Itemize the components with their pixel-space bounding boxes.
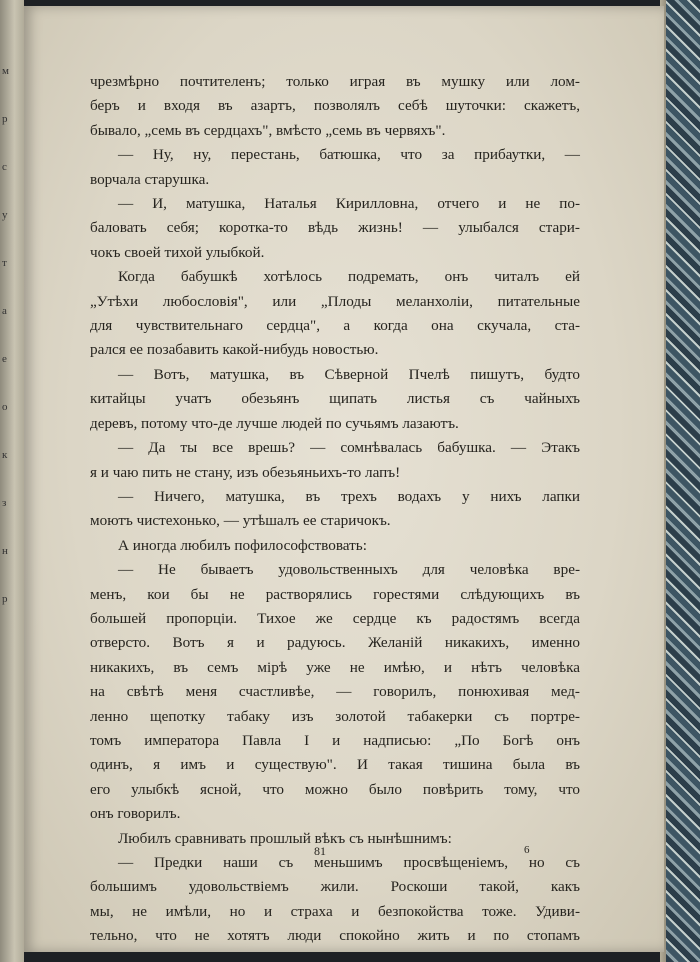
text-line: — Предки наши съ меньшимъ просвѣщеніемъ, но съ bbox=[118, 854, 580, 871]
facing-page-glyph: у bbox=[2, 209, 8, 221]
text-line: я и чаю пить не стану, изъ обезьяньихъ-то лапъ! bbox=[90, 463, 401, 481]
text-line: отверсто. Вотъ я и радуюсь. Желаній никакихъ, именно bbox=[90, 634, 580, 652]
text-line: чрезмѣрно почтителенъ; только играя въ мушку или лом- bbox=[90, 73, 580, 90]
text-line: чокъ своей тихой улыбкой. bbox=[90, 243, 265, 261]
text-line: мы, не имѣли, но и страха и безпокойства тоже. Удиви- bbox=[90, 902, 580, 920]
text-line: — Вотъ, матушка, въ Сѣверной Пчелѣ пишутъ, будто bbox=[118, 365, 580, 383]
facing-page-edge bbox=[0, 0, 24, 962]
text-line: — Ничего, матушка, въ трехъ водахъ у нихъ лапки bbox=[118, 487, 580, 505]
facing-page-glyph: р bbox=[2, 113, 8, 125]
cloth-background bbox=[666, 0, 700, 962]
text-line: — И, матушка, Наталья Кирилловна, отчего и не по- bbox=[118, 195, 580, 213]
facing-page-glyph: з bbox=[2, 497, 7, 509]
page-number: 81 bbox=[314, 844, 326, 858]
facing-page-glyph: т bbox=[2, 257, 7, 269]
text-line: А иногда любилъ пофилософствовать: bbox=[118, 536, 367, 554]
text-line: Когда бабушкѣ хотѣлось подремать, онъ читалъ ей bbox=[118, 268, 580, 286]
text-line: моютъ чистехонько, — утѣшалъ ее старичокъ. bbox=[90, 512, 391, 530]
signature-mark: 6 bbox=[524, 844, 530, 856]
text-line: Любилъ сравнивать прошлый вѣкъ съ нынѣшнимъ: bbox=[118, 829, 452, 847]
facing-page-glyph: к bbox=[2, 449, 8, 461]
text-line: томъ императора Павла I и надписью: „По Богѣ онъ bbox=[90, 731, 580, 749]
text-line: китайцы учатъ обезьянъ щипать листья съ чайныхъ bbox=[90, 390, 580, 408]
text-line: бывало, „семь въ сердцахъ", вмѣсто „семь въ червяхъ". bbox=[90, 121, 446, 139]
facing-page-glyph: а bbox=[2, 305, 7, 317]
body-text bbox=[90, 70, 580, 949]
facing-page-glyph: р bbox=[2, 593, 8, 605]
text-line: — Ну, ну, перестань, батюшка, что за прибаутки, — bbox=[118, 146, 580, 164]
text-line: большей пропорціи. Тихое же сердце къ радостямъ всегда bbox=[90, 609, 580, 627]
text-line: большимъ удовольствіемъ жили. Роскоши такой, какъ bbox=[90, 878, 580, 896]
book-page bbox=[24, 6, 664, 952]
text-line: его улыбкѣ ясной, что можно было повѣрить тому, что bbox=[90, 780, 580, 798]
text-line: для чувствительнаго сердца", а когда она скучала, ста- bbox=[90, 317, 580, 335]
text-line: одинъ, я имъ и существую". И такая тишина была въ bbox=[90, 756, 580, 774]
text-line: беръ и входя въ азартъ, позволялъ себѣ шуточки: скажетъ, bbox=[90, 97, 580, 115]
text-line: — Не бываетъ удовольственныхъ для человѣка вре- bbox=[118, 561, 580, 579]
text-line: „Утѣхи любословія", или „Плоды меланхоліи, питательные bbox=[90, 292, 580, 310]
text-line: — Да ты все врешь? — сомнѣвалась бабушка. — Этакъ bbox=[118, 439, 580, 457]
text-line: деревъ, потому что-де лучше людей по сучьямъ лазаютъ. bbox=[90, 414, 459, 432]
facing-page-glyph: е bbox=[2, 353, 7, 365]
text-line: онъ говорилъ. bbox=[90, 805, 181, 823]
text-line: ленно щепотку табаку изъ золотой табакерки съ портре- bbox=[90, 707, 580, 725]
text-line: никакихъ, въ семъ мірѣ уже не имѣю, и нѣтъ человѣка bbox=[90, 658, 580, 676]
text-line: менъ, кои бы не растворялись горестями слѣдующихъ въ bbox=[90, 585, 580, 603]
text-line: рался ее позабавить какой-нибудь новостью. bbox=[90, 341, 379, 359]
facing-page-glyph: м bbox=[2, 65, 9, 77]
page-footer bbox=[24, 844, 664, 864]
facing-page-glyph: с bbox=[2, 161, 7, 173]
text-line: на свѣтѣ меня счастливѣе, — говорилъ, понюхивая мед- bbox=[90, 683, 580, 701]
text-line: тельно, что не хотятъ люди спокойно жить и по стопамъ bbox=[90, 927, 580, 945]
text-line: баловать себя; коротка-то вѣдь жизнь! — улыбался стари- bbox=[90, 219, 580, 237]
facing-page-glyph: о bbox=[2, 401, 8, 413]
facing-page-glyph: н bbox=[2, 545, 8, 557]
text-line: ворчала старушка. bbox=[90, 170, 210, 188]
